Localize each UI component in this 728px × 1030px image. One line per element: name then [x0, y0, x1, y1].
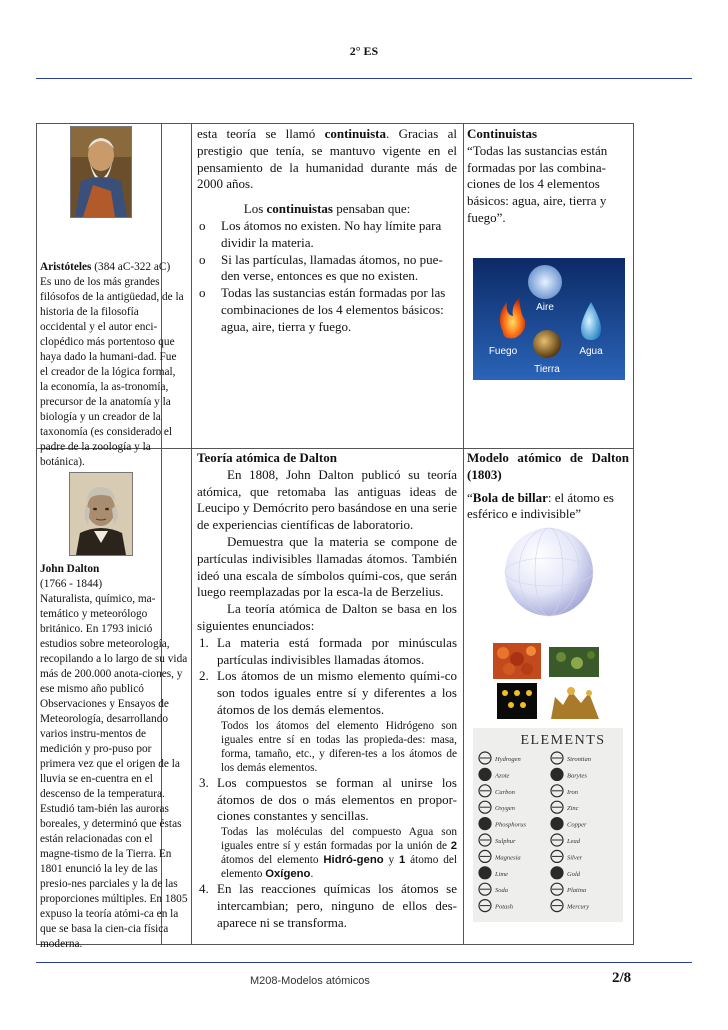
aristotle-dates: (384 aC-322 aC)	[91, 261, 171, 273]
continuist-summary	[467, 126, 629, 227]
text-span: “	[467, 489, 473, 505]
dalton-model-title: Modelo atómico de Dalton (1803)	[467, 450, 629, 482]
item-number: 1.	[199, 634, 209, 650]
text-span: . Gracias al prestigio que tenía, se mantuvo vigente en el pensamiento de la humanidad durante más de 2000 años.	[197, 126, 457, 192]
term-bola-de-billar: Bola de billar	[472, 489, 548, 505]
column-divider	[463, 124, 464, 944]
term-continuista: continuista	[324, 126, 386, 141]
list-item	[197, 635, 457, 669]
item-text: En las reacciones químicas los átomos se intercambian; pero, ninguno de ellos des-aparece ni se transforma.	[217, 881, 457, 930]
billiard-ball-sphere	[503, 526, 595, 618]
text-span: Oxígeno	[265, 868, 311, 881]
element-name-label: Barytes	[567, 772, 587, 780]
text-span: esta teoría se llamó	[197, 126, 325, 141]
dalton-model-quote	[467, 490, 629, 524]
header-rule	[36, 78, 692, 79]
element-name-label: Zinc	[567, 805, 579, 813]
continuist-paragraph	[197, 126, 457, 193]
air-icon	[528, 265, 562, 299]
dalton-bio-text: Naturalista, químico, ma-temático y meteorólogo británico. En 1793 inició estudios sobre meteorología, recopilando a lo largo de su vida más de 200.000 anota-ciones, y ese mismo año publicó Observaciones y Ensayos de Meteorología, desarrollando varios instru-mentos de medición y pro-puso por primera vez que el origen de la lluvia se en-cuentra en el descenso de la temperatura. Estudió tam-bién las auroras boreales, y determinó que éstas están relacionadas con el magne-tismo de la Tierra. En 1801 enunció la ley de las presio-nes parciales y la de las proporciones múltiples. En 1805 expuso la teoría atómi-ca en la que se basa la cien-cia física moderna.	[40, 593, 188, 950]
element-name-label: Lime	[495, 870, 508, 878]
element-name-label: Hydrogen	[495, 756, 521, 763]
footer-page-number: 2/8	[612, 970, 632, 986]
text-span: átomo del elemento	[221, 854, 458, 881]
element-name-label: Copper	[567, 821, 587, 829]
elements-table-title: ELEMENTS	[520, 733, 606, 748]
column-divider	[191, 124, 192, 944]
element-name-label: Magnesia	[495, 854, 521, 862]
element-name-label: Lead	[567, 838, 580, 845]
continuist-quote: “Todas las sustancias están formadas por las combina-ciones de los 4 elementos básicos: agua, aire, tierra y fuego”.	[467, 142, 608, 225]
text-span: Todas las moléculas del compuesto Agua son iguales entre sí y están formadas por la unión de	[221, 826, 457, 853]
item-text: Los átomos de un mismo elemento quími-co son todos iguales entre sí y diferentes a los átomos de los demás elementos.	[217, 668, 457, 717]
example-note	[197, 825, 457, 881]
item-text: Los compuestos se forman al unirse los átomos de dos o más elementos en propor-ciones constantes y sencillas.	[217, 774, 457, 824]
continuist-title: Continuistas	[467, 126, 538, 141]
list-item	[197, 668, 457, 718]
dalton-dates: (1766 - 1844)	[40, 578, 103, 590]
molecules-photo	[491, 643, 603, 723]
list-item	[197, 881, 457, 931]
footer-module-name: M208-Modelos atómicos	[250, 975, 370, 987]
footer-rule	[36, 962, 692, 963]
element-symbol-icon	[479, 818, 491, 830]
element-name-label: Potash	[495, 903, 514, 911]
element-name-label: Soda	[495, 887, 508, 895]
dalton-paragraph: En 1808, John Dalton publicó su teoría atómica, que retomaba las antiguas ideas de Leucipo y Demócrito pero basándose en una serie de experiencias científicas de laboratorio.	[197, 466, 457, 533]
dalton-postulates-list	[197, 635, 457, 932]
element-name-label: Gold	[567, 870, 580, 878]
label-fuego: Fuego	[488, 346, 518, 357]
item-number: 4.	[199, 881, 209, 897]
dalton-name: John Dalton	[40, 563, 100, 575]
item-number: 3.	[199, 774, 209, 790]
text-span: Los	[243, 201, 267, 217]
four-elements-image	[473, 258, 625, 380]
dalton-bio	[40, 562, 188, 952]
element-name-label: Silver	[567, 854, 583, 862]
label-aire: Aire	[536, 302, 554, 313]
dalton-theory-title: Teoría atómica de Dalton	[197, 450, 337, 465]
dalton-paragraph: Demuestra que la materia se compone de partículas indivisibles llamadas átomos. También ideó una escala de símbolos quími-cos, que serán luego reemplazadas por la esca-la de Berzelius.	[197, 533, 457, 600]
element-name-label: Oxygen	[495, 805, 515, 813]
element-name-label: Carbon	[495, 788, 515, 796]
element-symbol-icon	[479, 867, 491, 879]
element-symbol-icon	[551, 768, 563, 780]
example-water	[197, 825, 457, 881]
text-span: : el átomo es esférico e indivisible”	[467, 489, 614, 522]
dalton-theory-text	[197, 450, 457, 932]
text-span: y	[383, 854, 399, 867]
term-continuistas: continuistas	[266, 201, 333, 217]
element-name-label: Sulphur	[495, 838, 516, 845]
list-item: o Todas las sustancias están formadas por las combinaciones de los 4 elementos básicos: agua, aire, tierra y fuego.	[197, 285, 457, 335]
text-span: pensaban que:	[332, 201, 411, 217]
element-symbol-icon	[551, 818, 563, 830]
element-name-label: Platina	[567, 887, 587, 895]
text-span: átomos del elemento	[221, 854, 324, 867]
earth-icon	[533, 330, 561, 358]
item-number: 2.	[199, 668, 209, 684]
aristotle-bio-text: Es uno de los más grandes filósofos de la antigüedad, de la historia de la filosofía occidental y el autor enci-clopédico más portentoso que haya dado la humani-dad. Fue el creador de la lógica formal, la economía, la as-tronomía, precursor de la anatomía y la biología y un creador de la taxonomía (es considerado el padre de la zoología y la botánica).	[40, 276, 184, 468]
aristotle-name: Aristóteles	[40, 261, 92, 273]
example-note	[197, 719, 457, 775]
continuist-theory-text	[197, 126, 457, 336]
aristotle-portrait	[70, 126, 132, 218]
element-name-label: Azote	[495, 772, 510, 780]
page-header-title: 2° ES	[349, 44, 379, 58]
list-item: o Los átomos no existen. No hay límite para dividir la materia.	[197, 218, 457, 252]
aristotle-bio	[40, 260, 186, 470]
continuist-beliefs-list	[197, 218, 457, 336]
text-span: 1	[398, 854, 406, 867]
dalton-portrait	[69, 472, 133, 556]
element-symbol-icon	[479, 768, 491, 780]
text-span: Hidró-geno	[323, 854, 384, 867]
label-tierra: Tierra	[534, 364, 560, 375]
text-span: 2	[450, 840, 457, 853]
item-text: La materia está formada por minúsculas partículas indivisibles llamadas átomos.	[217, 634, 457, 667]
element-name-label: Iron	[567, 788, 578, 796]
continuist-intro	[197, 201, 457, 218]
example-hydrogen: Todos los átomos del elemento Hidrógeno son iguales entre sí en todas las propieda-des: masa, forma, tamaño, etc., y diferen-tes a los átomos de los demás elementos.	[221, 719, 457, 774]
element-name-label: Mercury	[567, 903, 590, 911]
text-span: .	[310, 868, 314, 881]
sphere-icon	[505, 528, 593, 616]
dalton-model-summary	[467, 450, 629, 523]
dalton-elements-table	[473, 728, 623, 922]
element-symbol-icon	[551, 867, 563, 879]
list-item	[197, 775, 457, 825]
content-table	[36, 123, 634, 950]
element-name-label: Strontian	[567, 756, 591, 763]
label-agua: Agua	[579, 346, 603, 357]
element-name-label: Phosphorus	[495, 821, 527, 829]
dalton-paragraph: La teoría atómica de Dalton se basa en los siguientes enunciados:	[197, 601, 457, 633]
list-item: o Si las partículas, llamadas átomos, no pue-den verse, entonces es que no existen.	[197, 252, 457, 286]
